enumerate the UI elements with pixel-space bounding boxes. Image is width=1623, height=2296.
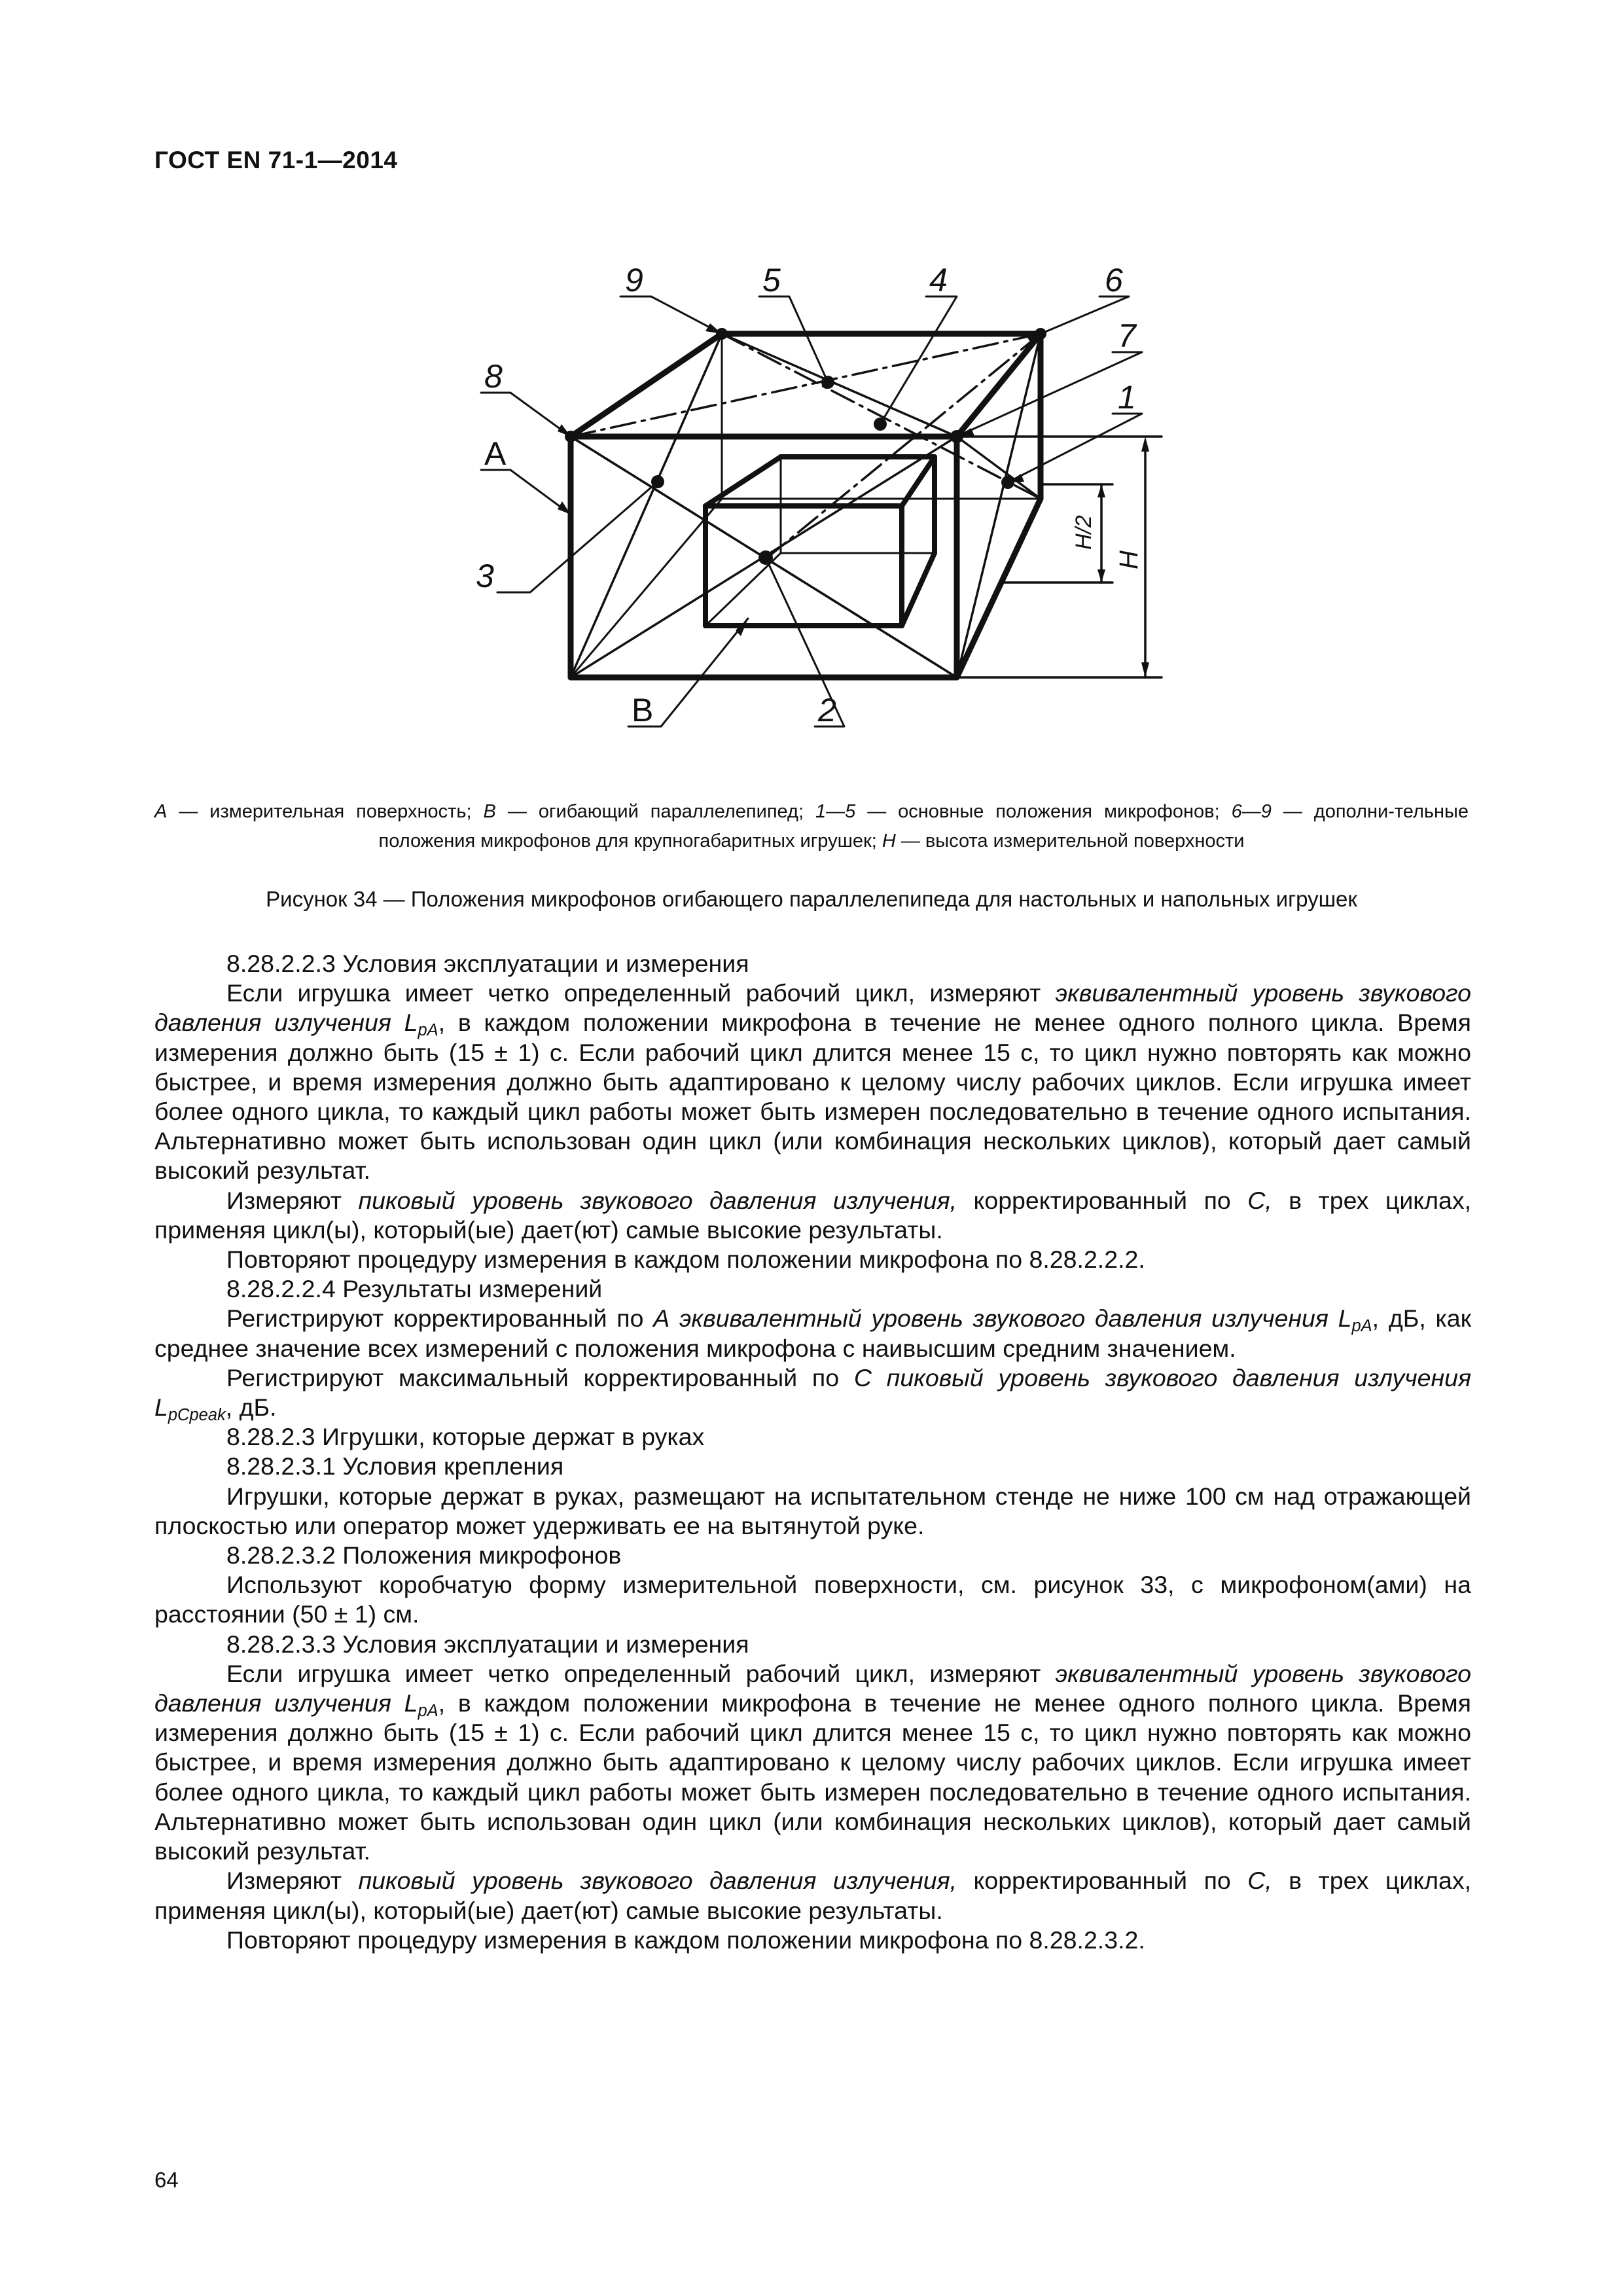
paragraph: Измеряют пиковый уровень звукового давления излучения, корректированный по С, в трех циклах, применяя цикл(ы), который(ые) дает(ют) самые высокие результаты. <box>154 1867 1471 1924</box>
label-h-half: H/2 <box>1071 515 1096 550</box>
mic-position-8 <box>565 431 577 442</box>
mic-position-6 <box>1035 328 1046 340</box>
paragraph: Если игрушка имеет четко определенный рабочий цикл, измеряют эквивалентный уровень звукового давления излучения $L_{pA}$, в каждом положении микрофона в течение не менее одного полного цикла. Время измерения должно быть (15 ± 1) с. Если рабочий цикл длится менее 15 с, то цикл нужно повторять как можно быстрее, и время измерения должно быть адаптировано к целому числу рабочих циклов. Если игрушка имеет более одного цикла, то каждый цикл работы может быть измерен последовательно в течение одного испытания. Альтернативно может быть использован один цикл (или комбинация нескольких циклов), который дает самый высокий результат. <box>154 1659 1471 1865</box>
mic-position-1 <box>1001 476 1014 489</box>
label-h: H <box>1115 550 1143 569</box>
section-title: 8.28.2.2.4 Результаты измерений <box>226 1275 603 1303</box>
mic-position-4 <box>874 418 887 431</box>
paragraph: Используют коробчатую форму измерительной поверхности, см. рисунок 33, с микрофоном(ами) на расстоянии (50 ± 1) см. <box>154 1571 1471 1628</box>
paragraph: Измеряют пиковый уровень звукового давления излучения, корректированный по С, в трех циклах, применяя цикл(ы), который(ые) дает(ют) самые высокие результаты. <box>154 1186 1471 1244</box>
figure-legend: А — измерительная поверхность; В — огибающий параллелепипед; 1—5 — основные положения микрофонов; 6—9 — дополни-тельные положения микрофонов для крупногабаритных игрушек; Н — высота измерительной поверхности <box>154 801 1469 852</box>
page-number: 64 <box>154 2168 179 2192</box>
label-9: 9 <box>625 262 643 298</box>
figure-caption: Рисунок 34 — Положения микрофонов огибающего параллелепипеда для настольных и напольных игрушек <box>266 887 1357 911</box>
paragraph: Повторяют процедуру измерения в каждом положении микрофона по 8.28.2.3.2. <box>226 1926 1145 1954</box>
paragraph: Регистрируют корректированный по А эквивалентный уровень звукового давления излучения $L_{pA}$, дБ, как среднее значение всех измерений с положения микрофона с наивысшим средним значением. <box>154 1304 1471 1362</box>
mic-position-9 <box>716 328 728 340</box>
label-8: 8 <box>484 358 503 395</box>
paragraph: Игрушки, которые держат в руках, размещают на испытательном стенде не ниже 100 см над отражающей плоскостью или оператор может удерживать ее на вытянутой руке. <box>154 1482 1471 1539</box>
mic-position-5 <box>821 376 834 389</box>
mic-position-7 <box>950 430 963 443</box>
document-code: ГОСТ EN 71-1—2014 <box>154 147 398 173</box>
label-b: В <box>632 692 654 728</box>
label-5: 5 <box>762 262 781 298</box>
section-title: 8.28.2.3.2 Положения микрофонов <box>226 1541 622 1570</box>
paragraph: Если игрушка имеет четко определенный рабочий цикл, измеряют эквивалентный уровень звукового давления излучения $L_{pA}$, в каждом положении микрофона в течение не менее одного полного цикла. Время измерения должно быть (15 ± 1) с. Если рабочий цикл длится менее 15 с, то цикл нужно повторять как можно быстрее, и время измерения должно быть адаптировано к целому числу рабочих циклов. Если игрушка имеет более одного цикла, то каждый цикл работы может быть измерен последовательно в течение одного испытания. Альтернативно может быть использован один цикл (или комбинация нескольких циклов), который дает самый высокий результат. <box>154 979 1471 1185</box>
label-4: 4 <box>929 262 948 298</box>
label-1: 1 <box>1118 379 1136 416</box>
label-2: 2 <box>818 692 836 728</box>
label-3: 3 <box>476 558 494 594</box>
mic-position-3 <box>651 475 664 488</box>
label-a: А <box>484 435 507 472</box>
mic-position-2 <box>758 550 773 565</box>
label-7: 7 <box>1118 317 1136 354</box>
figure-34-diagram <box>0 0 1623 753</box>
label-6: 6 <box>1105 262 1123 298</box>
section-title: 8.28.2.3 Игрушки, которые держат в руках <box>226 1423 705 1451</box>
paragraph: Повторяют процедуру измерения в каждом положении микрофона по 8.28.2.2.2. <box>226 1246 1145 1274</box>
body-text <box>154 949 1471 1955</box>
section-title: 8.28.2.3.3 Условия эксплуатации и измерения <box>226 1630 749 1658</box>
paragraph: Регистрируют максимальный корректированный по С пиковый уровень звукового давления излучения $L_{pCpeak}$, дБ. <box>154 1363 1471 1425</box>
section-title: 8.28.2.2.3 Условия эксплуатации и измерения <box>226 950 749 977</box>
section-title: 8.28.2.3.1 Условия крепления <box>226 1452 564 1480</box>
